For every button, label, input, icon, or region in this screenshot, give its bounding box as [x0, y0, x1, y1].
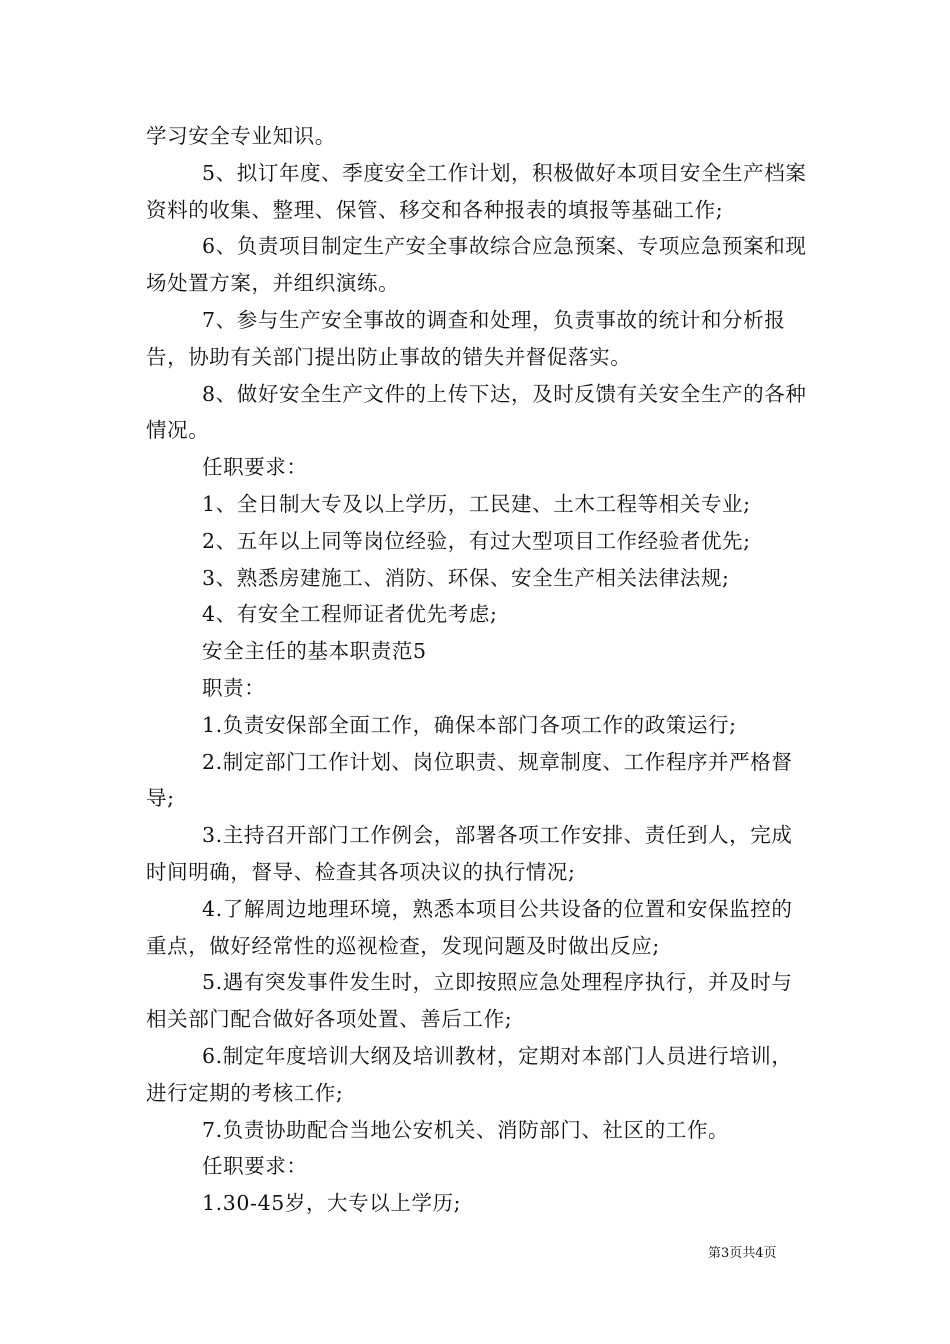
paragraph-1: 5、拟订年度、季度安全工作计划，积极做好本项目安全生产档案资料的收集、整理、保管、移交和各种报表的填报等基础工作; — [146, 160, 807, 222]
paragraph-12: 1.负责安保部全面工作，确保本部门各项工作的政策运行; — [202, 712, 737, 737]
paragraph-3: 7、参与生产安全事故的调查和处理，负责事故的统计和分析报告，协助有关部门提出防止事故的错失并督促落实。 — [146, 307, 786, 369]
page-number-footer: 第3页共4页 — [708, 1246, 777, 1261]
paragraph-0: 学习安全专业知识。 — [146, 124, 336, 148]
paragraph-4: 8、做好安全生产文件的上传下达，及时反馈有关安全生产的各种情况。 — [146, 381, 807, 443]
paragraph-13: 2.制定部门工作计划、岗位职责、规章制度、工作程序并严格督导; — [146, 749, 793, 811]
section-heading-duties: 职责： — [202, 675, 266, 700]
document-body — [146, 118, 808, 1222]
paragraph-14: 3.主持召开部门工作例会，部署各项工作安排、责任到人，完成时间明确，督导、检查其各项决议的执行情况; — [146, 823, 793, 884]
paragraph-20: 1.30-45岁，大专以上学历; — [202, 1191, 462, 1216]
paragraph-15: 4.了解周边地理环境，熟悉本项目公共设备的位置和安保监控的重点，做好经常性的巡视检查，发现问题及时做出反应; — [146, 896, 793, 958]
section-title: 安全主任的基本职责范5 — [202, 639, 427, 664]
section-heading-requirements-2: 任职要求： — [202, 1154, 308, 1179]
paragraph-16: 5.遇有突发事件发生时，立即按照应急处理程序执行，并及时与相关部门配合做好各项处置、善后工作; — [146, 970, 793, 1032]
section-heading-requirements: 任职要求： — [202, 455, 308, 480]
paragraph-9: 4、有安全工程师证者优先考虑; — [202, 602, 498, 627]
paragraph-18: 7.负责协助配合当地公安机关、消防部门、社区的工作。 — [202, 1117, 730, 1142]
paragraph-7: 2、五年以上同等岗位经验，有过大型项目工作经验者优先; — [202, 528, 751, 553]
paragraph-2: 6、负责项目制定生产安全事故综合应急预案、专项应急预案和现场处置方案，并组织演练。 — [146, 234, 807, 296]
paragraph-17: 6.制定年度培训大纲及培训教材，定期对本部门人员进行培训，进行定期的考核工作; — [146, 1043, 793, 1105]
paragraph-8: 3、熟悉房建施工、消防、环保、安全生产相关法律法规; — [202, 565, 730, 590]
paragraph-6: 1、全日制大专及以上学历，工民建、土木工程等相关专业; — [202, 491, 751, 516]
